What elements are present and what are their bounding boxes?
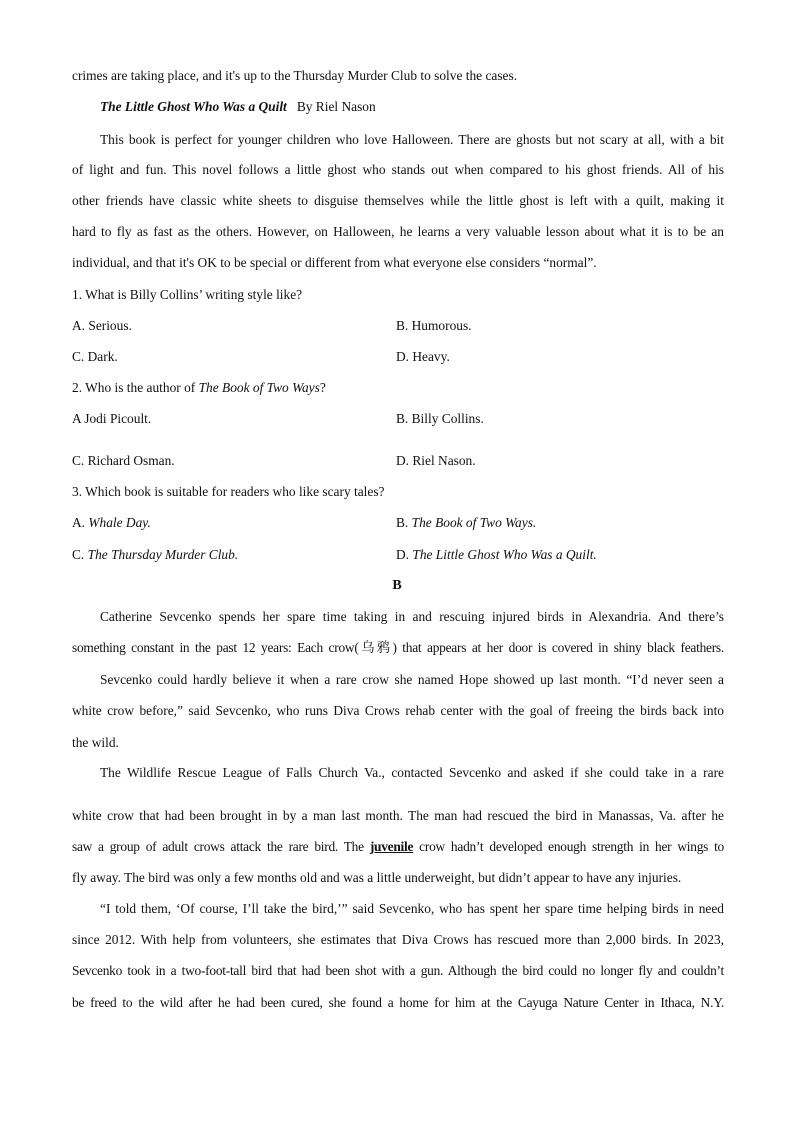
option-c: C. Dark. xyxy=(72,349,118,364)
stem-text: ? xyxy=(319,380,326,395)
stem-book-title: The Book of Two Ways xyxy=(198,380,320,395)
passage-line: Catherine Sevcenko spends her spare time taking in and rescuing injured birds in Alexandria. And there’s xyxy=(100,609,724,624)
passage-line: since 2012. With help from volunteers, she estimates that Diva Crows has rescued more than 2,000 birds. In 2023, xyxy=(72,932,724,947)
question-stem xyxy=(72,380,724,396)
question-stem: 3. Which book is suitable for readers who like scary tales? xyxy=(72,484,385,499)
passage-line: the wild. xyxy=(72,735,119,750)
option-title: The Little Ghost Who Was a Quilt. xyxy=(412,547,597,562)
passage-text: crow hadn’t developed enough strength in her wings to xyxy=(413,839,725,854)
passage-line: individual, and that it's OK to be special or different from what everyone else considers “normal”. xyxy=(72,255,597,270)
passage-line: of light and fun. This novel follows a little ghost who stands out when compared to his ghost friends. All of his xyxy=(72,162,724,177)
stem-text: 2. Who is the author of xyxy=(72,380,199,395)
passage-line: This book is perfect for younger children who love Halloween. There are ghosts but not scary at all, with a bit xyxy=(100,132,724,147)
passage-line: Sevcenko took in a two-foot-tall bird that had been shot with a gun. Although the bird could no longer fly and couldn’t xyxy=(72,963,724,978)
option-d xyxy=(396,547,597,563)
option-title: The Book of Two Ways. xyxy=(411,515,537,530)
book-heading xyxy=(100,99,724,115)
option-label: A. xyxy=(72,515,89,530)
book-author: By Riel Nason xyxy=(296,99,376,114)
passage-line: something constant in the past 12 years: Each crow(乌鸦) that appears at her door is covered in shiny black feathers. xyxy=(72,640,724,655)
option-d: D. Riel Nason. xyxy=(396,453,476,468)
book-title: The Little Ghost Who Was a Quilt xyxy=(100,99,287,114)
passage-line: fly away. The bird was only a few months old and was a little underweight, but didn’t appear to have any injuries. xyxy=(72,870,682,885)
option-title: Whale Day. xyxy=(88,515,151,530)
passage-line: other friends have classic white sheets to disguise themselves while the little ghost is left with a quilt, making it xyxy=(72,193,724,208)
passage-line: crimes are taking place, and it's up to the Thursday Murder Club to solve the cases. xyxy=(72,68,518,83)
option-label: D. xyxy=(396,547,413,562)
passage-line: “I told them, ‘Of course, I’ll take the bird,’” said Sevcenko, who has spent her spare time helping birds in need xyxy=(100,901,724,916)
passage-line: The Wildlife Rescue League of Falls Church Va., contacted Sevcenko and asked if she could take in a rare xyxy=(100,765,724,780)
section-heading: B xyxy=(392,578,402,593)
passage-line: white crow that had been brought in by a man last month. The man had rescued the bird in Manassas, Va. after he xyxy=(72,808,724,823)
option-a: A Jodi Picoult. xyxy=(72,411,152,426)
option-c: C. Richard Osman. xyxy=(72,453,175,468)
passage-line xyxy=(72,839,724,855)
passage-line: Sevcenko could hardly believe it when a rare crow she named Hope showed up last month. “I’d never seen a xyxy=(100,672,724,687)
vocabulary-word: juvenile xyxy=(369,839,414,854)
passage-text: saw a group of adult crows attack the rare bird. The xyxy=(72,839,370,854)
passage-line: be freed to the wild after he had been cured, she found a home for him at the Cayuga Nature Center in Ithaca, N.Y. xyxy=(72,995,724,1010)
option-label: C. xyxy=(72,547,88,562)
passage-line: hard to fly as fast as the others. However, on Halloween, he learns a very valuable lesson about what it is to be an xyxy=(72,224,724,239)
question-stem: 1. What is Billy Collins’ writing style like? xyxy=(72,287,303,302)
option-label: B. xyxy=(396,515,412,530)
option-b: B. Humorous. xyxy=(396,318,472,333)
option-b: B. Billy Collins. xyxy=(396,411,484,426)
option-d: D. Heavy. xyxy=(396,349,450,364)
option-b xyxy=(396,515,536,531)
option-title: The Thursday Murder Club. xyxy=(87,547,239,562)
option-a: A. Serious. xyxy=(72,318,132,333)
passage-line: white crow before,” said Sevcenko, who runs Diva Crows rehab center with the goal of freeing the birds back into xyxy=(72,703,724,718)
